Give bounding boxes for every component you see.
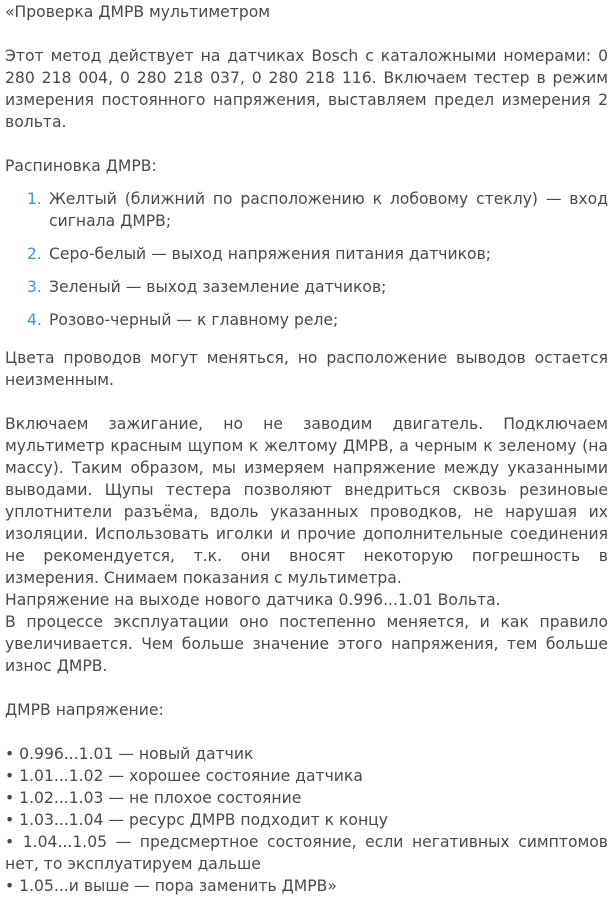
list-number: 2. [27, 245, 42, 263]
pinout-list [5, 188, 608, 331]
list-item-text: Розово-черный — к главному реле; [49, 311, 339, 329]
list-number: 4. [27, 311, 42, 329]
intro-paragraph: Этот метод действует на датчиках Bosch с каталожными номерами: 0 280 218 004, 0 280 218 037, 0 280 218 116. Включаем тестер в режим измерения постоянного напряжения, выставляем предел измерения 2 вольта. [5, 47, 608, 131]
voltage-heading: ДМРВ напряжение: [5, 701, 164, 719]
list-item-text: Серо-белый — выход напряжения питания датчиков; [49, 245, 492, 263]
list-item [27, 188, 608, 232]
list-item [27, 276, 608, 298]
list-item: • 0.996...1.01 — новый датчик [5, 745, 254, 763]
list-item: • 1.03...1.04 — ресурс ДМРВ подходит к концу [5, 811, 389, 829]
wear-note-paragraph: В процессе эксплуатации оно постепенно меняется, и как правило увеличивается. Чем больше значение этого напряжения, тем больше износ ДМРВ. [5, 613, 608, 675]
list-item-text: Зеленый — выход заземление датчиков; [49, 278, 387, 296]
list-item-text: Желтый (ближний по расположению к лобовому стеклу) — вход сигнала ДМРВ; [49, 190, 608, 230]
list-item: • 1.04...1.05 — предсмертное состояние, если негативных симптомов нет, то эксплуатируем дальше [5, 833, 608, 873]
pinout-heading: Распиновка ДМРВ: [5, 157, 157, 175]
list-item: • 1.05...и выше — пора заменить ДМРВ» [5, 877, 337, 895]
list-item [27, 243, 608, 265]
list-item: • 1.01...1.02 — хорошее состояние датчика [5, 767, 363, 785]
list-number: 1. [27, 190, 42, 208]
colors-note-paragraph: Цвета проводов могут меняться, но расположение выводов остается неизменным. [5, 349, 608, 389]
voltage-list [5, 743, 608, 897]
list-item: • 1.02...1.03 — не плохое состояние [5, 789, 302, 807]
article-title: «Проверка ДМРВ мультиметром [5, 3, 271, 21]
new-sensor-line: Напряжение на выходе нового датчика 0.996...1.01 Вольта. [5, 591, 501, 609]
list-item [27, 309, 608, 331]
procedure-paragraph: Включаем зажигание, но не заводим двигатель. Подключаем мультиметр красным щупом к желтому ДМРВ, а черным к зеленому (на массу). Таким образом, мы измеряем напряжение между указанными выводами. Щупы тестера позволяют внедриться сквозь резиновые уплотнители разъёма, вдоль указанных проводков, не нарушая их изоляции. Использовать иголки и прочие дополнительные соединения не рекомендуется, т.к. они вносят некоторую погрешность в измерения. Снимаем показания с мультиметра. [5, 415, 608, 587]
list-number: 3. [27, 278, 42, 296]
